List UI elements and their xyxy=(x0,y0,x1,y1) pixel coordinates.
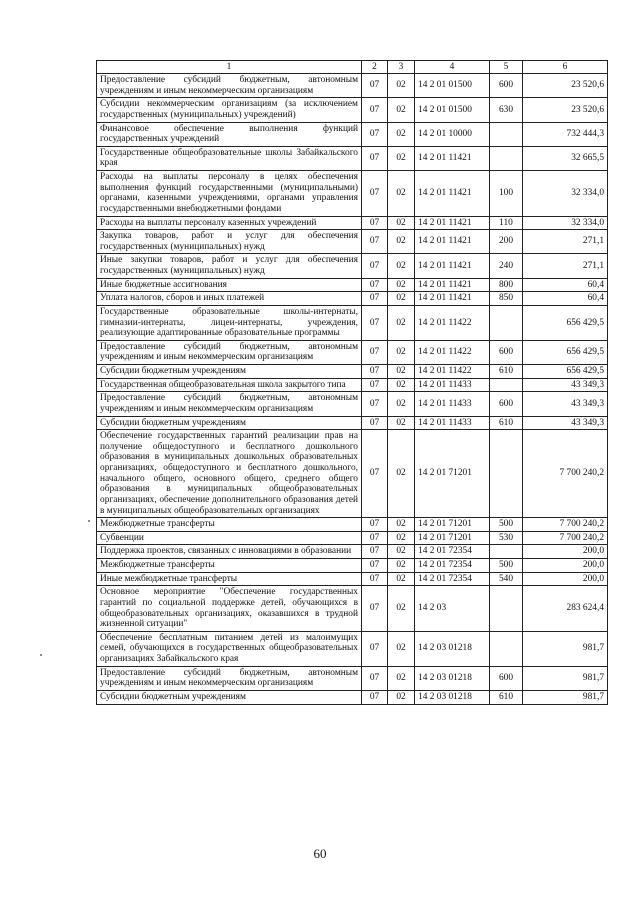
cell-section: 07 xyxy=(362,572,388,586)
cell-subsection: 02 xyxy=(388,98,415,122)
cell-amount: 32 334,0 xyxy=(523,171,608,217)
table-row xyxy=(97,292,608,306)
cell-subsection: 02 xyxy=(388,559,415,573)
cell-name: Субвенции xyxy=(97,531,362,545)
cell-section: 07 xyxy=(362,378,388,392)
cell-expense-type: 540 xyxy=(490,572,523,586)
cell-subsection: 02 xyxy=(388,378,415,392)
cell-amount: 60,4 xyxy=(523,292,608,306)
cell-name: Субсидии бюджетным учреждениям xyxy=(97,690,362,704)
cell-subsection: 02 xyxy=(388,586,415,632)
table-row xyxy=(97,216,608,230)
cell-amount: 23 520,6 xyxy=(523,74,608,98)
table-row xyxy=(97,545,608,559)
cell-name: Иные закупки товаров, работ и услуг для обеспечения государственных (муниципальных) нужд xyxy=(97,254,362,278)
table-row xyxy=(97,416,608,430)
cell-amount: 7 700 240,2 xyxy=(523,518,608,532)
cell-expense-type xyxy=(490,631,523,666)
cell-section: 07 xyxy=(362,98,388,122)
table-row xyxy=(97,666,608,690)
cell-amount: 32 665,5 xyxy=(523,146,608,170)
cell-expense-type xyxy=(490,545,523,559)
cell-amount: 32 334,0 xyxy=(523,216,608,230)
cell-target-article: 14 2 01 01500 xyxy=(415,74,490,98)
cell-subsection: 02 xyxy=(388,430,415,518)
cell-target-article: 14 2 01 11433 xyxy=(415,392,490,416)
cell-amount: 60,4 xyxy=(523,278,608,292)
cell-amount: 7 700 240,2 xyxy=(523,430,608,518)
cell-name: Основное мероприятие "Обеспечение государственных гарантий по социальной поддержке детей, обучающихся в общеобразовательных организациях, оказавшихся в трудной жизненной ситуации" xyxy=(97,586,362,632)
cell-section: 07 xyxy=(362,545,388,559)
cell-target-article: 14 2 01 72354 xyxy=(415,572,490,586)
cell-expense-type: 610 xyxy=(490,416,523,430)
table-row xyxy=(97,74,608,98)
cell-target-article: 14 2 03 01218 xyxy=(415,690,490,704)
cell-target-article: 14 2 03 xyxy=(415,586,490,632)
table-row xyxy=(97,631,608,666)
cell-expense-type: 530 xyxy=(490,531,523,545)
cell-target-article: 14 2 01 11422 xyxy=(415,340,490,364)
table-row xyxy=(97,518,608,532)
cell-subsection: 02 xyxy=(388,146,415,170)
cell-target-article: 14 2 01 11422 xyxy=(415,305,490,340)
cell-name: Предоставление субсидий бюджетным, автономным учреждениям и иным некоммерческим организациям xyxy=(97,666,362,690)
cell-name: Государственные образовательные школы-интернаты, гимназии-интернаты, лицеи-интернаты, учреждения, реализующие адаптированные образовательные программы xyxy=(97,305,362,340)
cell-target-article: 14 2 01 71201 xyxy=(415,430,490,518)
cell-name: Государственные общеобразовательные школы Забайкальского края xyxy=(97,146,362,170)
cell-section: 07 xyxy=(362,254,388,278)
cell-target-article: 14 2 01 11421 xyxy=(415,230,490,254)
cell-name: Межбюджетные трансферты xyxy=(97,559,362,573)
cell-expense-type: 630 xyxy=(490,98,523,122)
table-body xyxy=(97,74,608,705)
cell-name: Уплата налогов, сборов и иных платежей xyxy=(97,292,362,306)
cell-amount: 656 429,5 xyxy=(523,340,608,364)
table-row xyxy=(97,559,608,573)
cell-amount: 200,0 xyxy=(523,559,608,573)
table-row xyxy=(97,378,608,392)
cell-expense-type xyxy=(490,586,523,632)
cell-target-article: 14 2 01 01500 xyxy=(415,98,490,122)
cell-amount: 732 444,3 xyxy=(523,122,608,146)
cell-expense-type: 100 xyxy=(490,171,523,217)
cell-section: 07 xyxy=(362,559,388,573)
budget-table xyxy=(96,60,608,705)
cell-target-article: 14 2 03 01218 xyxy=(415,631,490,666)
cell-subsection: 02 xyxy=(388,666,415,690)
cell-expense-type xyxy=(490,122,523,146)
cell-subsection: 02 xyxy=(388,254,415,278)
cell-section: 07 xyxy=(362,430,388,518)
cell-subsection: 02 xyxy=(388,572,415,586)
cell-target-article: 14 2 01 11421 xyxy=(415,254,490,278)
cell-expense-type xyxy=(490,430,523,518)
cell-name: Закупка товаров, работ и услуг для обеспечения государственных (муниципальных) нужд xyxy=(97,230,362,254)
table-row xyxy=(97,305,608,340)
table-row xyxy=(97,98,608,122)
cell-amount: 43 349,3 xyxy=(523,378,608,392)
cell-section: 07 xyxy=(362,292,388,306)
cell-section: 07 xyxy=(362,305,388,340)
cell-section: 07 xyxy=(362,690,388,704)
cell-name: Предоставление субсидий бюджетным, автономным учреждениям и иным некоммерческим организациям xyxy=(97,340,362,364)
header-col-3: 3 xyxy=(388,61,415,74)
cell-section: 07 xyxy=(362,278,388,292)
header-col-5: 5 xyxy=(490,61,523,74)
cell-name: Расходы на выплаты персоналу казенных учреждений xyxy=(97,216,362,230)
cell-subsection: 02 xyxy=(388,690,415,704)
cell-amount: 981,7 xyxy=(523,690,608,704)
cell-expense-type xyxy=(490,378,523,392)
cell-amount: 200,0 xyxy=(523,572,608,586)
cell-name: Поддержка проектов, связанных с инновациями в образовании xyxy=(97,545,362,559)
cell-target-article: 14 2 01 71201 xyxy=(415,518,490,532)
cell-target-article: 14 2 01 11433 xyxy=(415,378,490,392)
cell-section: 07 xyxy=(362,171,388,217)
cell-subsection: 02 xyxy=(388,278,415,292)
cell-amount: 283 624,4 xyxy=(523,586,608,632)
table-row xyxy=(97,278,608,292)
cell-subsection: 02 xyxy=(388,631,415,666)
cell-section: 07 xyxy=(362,122,388,146)
cell-target-article: 14 2 01 11421 xyxy=(415,216,490,230)
table-header-row xyxy=(97,61,608,74)
table-row xyxy=(97,572,608,586)
table-row xyxy=(97,340,608,364)
cell-name: Расходы на выплаты персоналу в целях обеспечения выполнения функций государственными (муниципальными) органами, казенными учреждениями, органами управления государственными внебюджетными фондами xyxy=(97,171,362,217)
cell-subsection: 02 xyxy=(388,230,415,254)
cell-name: Государственная общеобразовательная школа закрытого типа xyxy=(97,378,362,392)
cell-subsection: 02 xyxy=(388,340,415,364)
table-row xyxy=(97,122,608,146)
cell-amount: 981,7 xyxy=(523,631,608,666)
cell-name: Обеспечение бесплатным питанием детей из малоимущих семей, обучающихся в государственных общеобразовательных организациях Забайкальского края xyxy=(97,631,362,666)
cell-target-article: 14 2 03 01218 xyxy=(415,666,490,690)
cell-subsection: 02 xyxy=(388,416,415,430)
cell-expense-type: 800 xyxy=(490,278,523,292)
cell-section: 07 xyxy=(362,230,388,254)
cell-subsection: 02 xyxy=(388,531,415,545)
cell-name: Предоставление субсидий бюджетным, автономным учреждениям и иным некоммерческим организациям xyxy=(97,74,362,98)
table-row xyxy=(97,230,608,254)
table-row xyxy=(97,171,608,217)
cell-subsection: 02 xyxy=(388,74,415,98)
cell-amount: 981,7 xyxy=(523,666,608,690)
cell-section: 07 xyxy=(362,586,388,632)
cell-name: Иные бюджетные ассигнования xyxy=(97,278,362,292)
cell-target-article: 14 2 01 10000 xyxy=(415,122,490,146)
cell-amount: 271,1 xyxy=(523,230,608,254)
cell-amount: 43 349,3 xyxy=(523,392,608,416)
cell-section: 07 xyxy=(362,631,388,666)
cell-name: Субсидии бюджетным учреждениям xyxy=(97,365,362,379)
cell-subsection: 02 xyxy=(388,545,415,559)
table-row xyxy=(97,430,608,518)
header-col-4: 4 xyxy=(415,61,490,74)
cell-name: Финансовое обеспечение выполнения функций государственных учреждений xyxy=(97,122,362,146)
scan-speck xyxy=(88,520,90,522)
table-row xyxy=(97,254,608,278)
cell-section: 07 xyxy=(362,146,388,170)
cell-target-article: 14 2 01 11421 xyxy=(415,292,490,306)
cell-subsection: 02 xyxy=(388,305,415,340)
cell-target-article: 14 2 01 72354 xyxy=(415,545,490,559)
cell-name: Предоставление субсидий бюджетным, автономным учреждениям и иным некоммерческим организациям xyxy=(97,392,362,416)
cell-expense-type xyxy=(490,146,523,170)
cell-section: 07 xyxy=(362,216,388,230)
cell-expense-type: 600 xyxy=(490,74,523,98)
table-row xyxy=(97,690,608,704)
cell-subsection: 02 xyxy=(388,122,415,146)
cell-expense-type: 600 xyxy=(490,392,523,416)
cell-subsection: 02 xyxy=(388,365,415,379)
cell-section: 07 xyxy=(362,340,388,364)
cell-amount: 656 429,5 xyxy=(523,305,608,340)
cell-amount: 43 349,3 xyxy=(523,416,608,430)
cell-expense-type: 600 xyxy=(490,340,523,364)
cell-section: 07 xyxy=(362,365,388,379)
cell-name: Субсидии некоммерческим организациям (за исключением государственных (муниципальных) учреждений) xyxy=(97,98,362,122)
cell-subsection: 02 xyxy=(388,392,415,416)
header-col-6: 6 xyxy=(523,61,608,74)
cell-target-article: 14 2 01 11422 xyxy=(415,365,490,379)
cell-expense-type: 110 xyxy=(490,216,523,230)
cell-expense-type: 600 xyxy=(490,666,523,690)
cell-target-article: 14 2 01 11421 xyxy=(415,278,490,292)
cell-expense-type: 500 xyxy=(490,559,523,573)
cell-name: Межбюджетные трансферты xyxy=(97,518,362,532)
cell-section: 07 xyxy=(362,531,388,545)
cell-amount: 200,0 xyxy=(523,545,608,559)
cell-subsection: 02 xyxy=(388,216,415,230)
cell-expense-type: 610 xyxy=(490,690,523,704)
table-row xyxy=(97,146,608,170)
cell-section: 07 xyxy=(362,392,388,416)
table-row xyxy=(97,586,608,632)
cell-target-article: 14 2 01 11433 xyxy=(415,416,490,430)
cell-target-article: 14 2 01 11421 xyxy=(415,171,490,217)
cell-expense-type xyxy=(490,305,523,340)
table-row xyxy=(97,531,608,545)
cell-expense-type: 200 xyxy=(490,230,523,254)
cell-amount: 23 520,6 xyxy=(523,98,608,122)
cell-section: 07 xyxy=(362,416,388,430)
page-number: 60 xyxy=(313,846,327,861)
cell-target-article: 14 2 01 11421 xyxy=(415,146,490,170)
cell-amount: 271,1 xyxy=(523,254,608,278)
table-row xyxy=(97,365,608,379)
cell-target-article: 14 2 01 72354 xyxy=(415,559,490,573)
cell-subsection: 02 xyxy=(388,292,415,306)
cell-subsection: 02 xyxy=(388,171,415,217)
cell-expense-type: 610 xyxy=(490,365,523,379)
cell-name: Субсидии бюджетным учреждениям xyxy=(97,416,362,430)
cell-section: 07 xyxy=(362,666,388,690)
header-col-1: 1 xyxy=(97,61,362,74)
cell-expense-type: 500 xyxy=(490,518,523,532)
scan-speck xyxy=(40,654,42,656)
cell-name: Иные межбюджетные трансферты xyxy=(97,572,362,586)
cell-amount: 7 700 240,2 xyxy=(523,531,608,545)
cell-section: 07 xyxy=(362,74,388,98)
table-row xyxy=(97,392,608,416)
cell-expense-type: 850 xyxy=(490,292,523,306)
cell-expense-type: 240 xyxy=(490,254,523,278)
header-col-2: 2 xyxy=(362,61,388,74)
cell-amount: 656 429,5 xyxy=(523,365,608,379)
cell-subsection: 02 xyxy=(388,518,415,532)
cell-name: Обеспечение государственных гарантий реализации прав на получение общедоступного и бесплатного дошкольного образования в муниципальных дошкольных образовательных организациях, общедоступного и бесплатного дошкольного, начального общего, основного общего, среднего общего образования в муниципальных общеобразовательных организациях, обеспечение дополнительного образования детей в муниципальных общеобразовательных организациях xyxy=(97,430,362,518)
cell-target-article: 14 2 01 71201 xyxy=(415,531,490,545)
cell-section: 07 xyxy=(362,518,388,532)
